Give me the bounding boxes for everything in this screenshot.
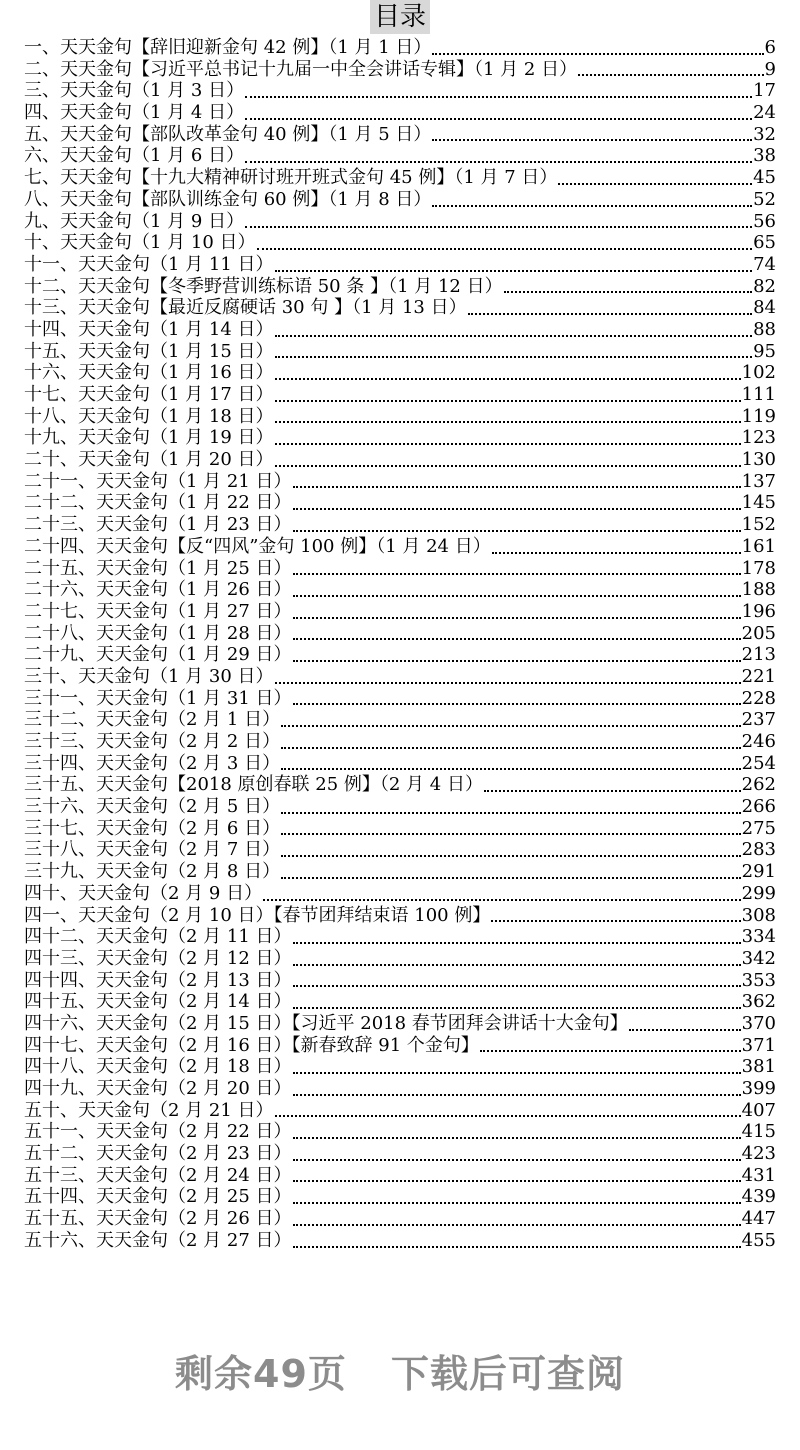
toc-page-number: 246 [741, 731, 776, 752]
toc-entry-title: 三、天天金句（1 月 3 日） [24, 80, 245, 102]
toc-entry[interactable] [24, 492, 776, 514]
toc-entry[interactable] [24, 102, 776, 124]
toc-entry-title: 二十二、天天金句（1 月 22 日） [24, 492, 292, 514]
toc-page-number: 254 [741, 752, 776, 774]
toc-entry[interactable] [24, 471, 776, 493]
toc-dot-leader [504, 291, 753, 293]
toc-entry-title: 五十一、天天金句（2 月 22 日） [24, 1121, 292, 1143]
toc-entry-title: 十五、天天金句（1 月 15 日） [24, 340, 274, 362]
toc-entry[interactable] [24, 709, 776, 731]
toc-entry-title: 十八、天天金句（1 月 18 日） [24, 405, 274, 427]
toc-dot-leader [293, 1094, 741, 1096]
toc-entry-title: 三十一、天天金句（1 月 31 日） [24, 687, 292, 709]
toc-dot-leader [468, 313, 753, 315]
toc-page-number: 56 [753, 210, 776, 232]
toc-entry[interactable] [24, 796, 776, 818]
toc-page-number: 137 [741, 470, 776, 492]
footer-notice [0, 1350, 800, 1398]
toc-dot-leader [275, 421, 741, 423]
toc-entry[interactable] [24, 688, 776, 710]
toc-entry-title: 四十六、天天金句（2 月 15 日）【习近平 2018 春节团拜会讲话十大金句】 [24, 1012, 628, 1034]
toc-entry[interactable] [24, 601, 776, 623]
toc-page-number: 6 [764, 37, 776, 58]
toc-page-number: 262 [741, 774, 776, 796]
toc-page-number: 308 [741, 904, 776, 926]
toc-entry[interactable] [24, 167, 776, 189]
toc-page-number: 88 [753, 318, 776, 340]
toc-entry[interactable] [24, 406, 776, 428]
toc-entry-title: 二十七、天天金句（1 月 27 日） [24, 600, 292, 622]
toc-entry-title: 五十二、天天金句（2 月 23 日） [24, 1143, 292, 1165]
toc-entry-title: 十一、天天金句（1 月 11 日） [24, 253, 274, 275]
toc-entry[interactable] [24, 1078, 776, 1100]
toc-entry[interactable] [24, 926, 776, 948]
toc-page-number: 24 [753, 102, 776, 124]
toc-page-number: 342 [741, 947, 776, 969]
toc-entry-title: 四一、天天金句（2 月 10 日）【春节团拜结束语 100 例】 [24, 904, 491, 926]
toc-entry[interactable] [24, 1186, 776, 1208]
toc-dot-leader [281, 833, 741, 835]
toc-page-number: 84 [753, 297, 776, 319]
toc-entry-title: 三十四、天天金句（2 月 3 日） [24, 752, 281, 774]
toc-entry[interactable] [24, 37, 776, 59]
toc-page-number: 399 [741, 1078, 776, 1099]
toc-dot-leader [281, 877, 741, 879]
toc-entry[interactable] [24, 59, 776, 81]
toc-entry-title: 四十七、天天金句（2 月 16 日）【新春致辞 91 个金句】 [24, 1034, 479, 1056]
toc-entry-title: 二十一、天天金句（1 月 21 日） [24, 470, 292, 492]
toc-entry-title: 二十八、天天金句（1 月 28 日） [24, 622, 292, 644]
toc-page-number: 283 [741, 839, 776, 861]
toc-page-number: 439 [741, 1186, 776, 1208]
toc-entry[interactable] [24, 948, 776, 970]
toc-entry[interactable] [24, 80, 776, 102]
toc-entry[interactable] [24, 1143, 776, 1165]
toc-entry[interactable] [24, 1056, 776, 1078]
toc-entry[interactable] [24, 579, 776, 601]
toc-entry-title: 五、天天金句【部队改革金句 40 例】（1 月 5 日） [24, 123, 432, 145]
download-to-view-text: 下载后可查阅 [390, 1352, 625, 1396]
toc-entry[interactable] [24, 514, 776, 536]
toc-entry[interactable] [24, 362, 776, 384]
toc-entry-title: 三十、天天金句（1 月 30 日） [24, 665, 274, 687]
toc-page-number: 362 [741, 991, 776, 1013]
toc-entry[interactable] [24, 839, 776, 861]
toc-page-number: 455 [741, 1229, 776, 1251]
toc-entry[interactable] [24, 774, 776, 796]
toc-page-number: 213 [741, 644, 776, 666]
toc-dot-leader [484, 790, 741, 792]
toc-dot-leader [491, 920, 740, 922]
toc-entry[interactable] [24, 1013, 776, 1035]
toc-page-number: 228 [741, 687, 776, 709]
toc-entry-title: 三十五、天天金句【2018 原创春联 25 例】（2 月 4 日） [24, 774, 483, 796]
toc-entry-title: 一、天天金句【辞旧迎新金句 42 例】（1 月 1 日） [24, 37, 432, 58]
toc-page-number: 9 [764, 58, 776, 80]
toc-entry-title: 三十二、天天金句（2 月 1 日） [24, 709, 281, 731]
toc-page-number: 74 [753, 253, 776, 275]
toc-entry[interactable] [24, 666, 776, 688]
toc-dot-leader [281, 747, 741, 749]
toc-entry[interactable] [24, 145, 776, 167]
toc-dot-leader [245, 118, 752, 120]
toc-dot-leader [275, 443, 741, 445]
toc-page-number: 161 [741, 535, 776, 557]
toc-dot-leader [293, 638, 741, 640]
toc-entry-title: 十二、天天金句【冬季野营训练标语 50 条 】（1 月 12 日） [24, 275, 503, 297]
page-title: 目录 [370, 0, 430, 34]
toc-page-number: 415 [741, 1121, 776, 1143]
toc-entry[interactable] [24, 644, 776, 666]
toc-page-number: 221 [741, 665, 776, 687]
toc-entry[interactable] [24, 1121, 776, 1143]
toc-entry-title: 三十六、天天金句（2 月 5 日） [24, 796, 281, 818]
toc-entry[interactable] [24, 991, 776, 1013]
toc-page-number: 334 [741, 926, 776, 948]
toc-entry[interactable] [24, 211, 776, 233]
toc-dot-leader [293, 660, 741, 662]
toc-entry-title: 三十七、天天金句（2 月 6 日） [24, 817, 281, 839]
toc-dot-leader [293, 1180, 741, 1182]
toc-dot-leader [293, 508, 741, 510]
toc-entry-title: 三十九、天天金句（2 月 8 日） [24, 861, 281, 883]
toc-entry[interactable] [24, 558, 776, 580]
toc-dot-leader [293, 530, 741, 532]
toc-entry[interactable] [24, 753, 776, 775]
toc-entry[interactable] [24, 276, 776, 298]
toc-page-number: 447 [741, 1208, 776, 1230]
toc-entry[interactable] [24, 1035, 776, 1057]
toc-dot-leader [293, 486, 741, 488]
toc-page-number: 188 [741, 579, 776, 601]
toc-dot-leader [293, 1137, 741, 1139]
toc-entry-title: 四、天天金句（1 月 4 日） [24, 102, 245, 124]
toc-entry[interactable] [24, 861, 776, 883]
table-of-contents [24, 37, 776, 1252]
toc-entry[interactable] [24, 731, 776, 753]
toc-page-number: 266 [741, 796, 776, 818]
toc-entry-title: 二十五、天天金句（1 月 25 日） [24, 557, 292, 579]
toc-dot-leader [432, 139, 752, 141]
toc-dot-leader [293, 964, 741, 966]
toc-page-number: 178 [741, 557, 776, 579]
toc-entry-title: 二十、天天金句（1 月 20 日） [24, 449, 274, 471]
toc-entry-title: 十七、天天金句（1 月 17 日） [24, 384, 274, 405]
toc-page-number: 111 [741, 384, 776, 405]
toc-dot-leader [245, 161, 752, 163]
toc-entry-title: 四十、天天金句（2 月 9 日） [24, 882, 263, 904]
toc-entry[interactable] [24, 124, 776, 146]
toc-dot-leader [275, 682, 741, 684]
toc-dot-leader [281, 725, 741, 727]
toc-entry-title: 四十三、天天金句（2 月 12 日） [24, 947, 292, 969]
toc-dot-leader [245, 226, 752, 228]
toc-entry-title: 五十五、天天金句（2 月 26 日） [24, 1208, 292, 1230]
toc-dot-leader [275, 270, 753, 272]
toc-dot-leader [293, 1224, 741, 1226]
toc-entry-title: 十四、天天金句（1 月 14 日） [24, 318, 274, 340]
toc-page-number: 370 [741, 1012, 776, 1034]
toc-entry[interactable] [24, 1208, 776, 1230]
toc-entry-title: 九、天天金句（1 月 9 日） [24, 210, 245, 232]
toc-page-number: 275 [741, 817, 776, 839]
remaining-pages-text: 剩余49页 [175, 1352, 347, 1396]
toc-entry[interactable] [24, 427, 776, 449]
toc-entry-title: 三十三、天天金句（2 月 2 日） [24, 731, 281, 752]
toc-entry-title: 二十三、天天金句（1 月 23 日） [24, 514, 292, 536]
toc-page-number: 119 [741, 405, 776, 427]
toc-dot-leader [293, 1202, 741, 1204]
toc-page-number: 82 [753, 275, 776, 297]
toc-dot-leader [281, 812, 741, 814]
toc-dot-leader [578, 74, 763, 76]
toc-entry-title: 三十八、天天金句（2 月 7 日） [24, 839, 281, 861]
toc-entry[interactable] [24, 970, 776, 992]
toc-entry[interactable] [24, 297, 776, 319]
toc-entry[interactable] [24, 384, 776, 406]
toc-dot-leader [293, 942, 741, 944]
toc-dot-leader [275, 1115, 741, 1117]
toc-page-number: 299 [741, 882, 776, 904]
toc-dot-leader [293, 985, 741, 987]
toc-page-number: 196 [741, 600, 776, 622]
toc-entry[interactable] [24, 319, 776, 341]
toc-entry[interactable] [24, 623, 776, 645]
toc-page-number: 38 [753, 145, 776, 167]
title-container [0, 0, 800, 34]
toc-page-number: 145 [741, 492, 776, 514]
toc-page-number: 152 [741, 514, 776, 536]
toc-dot-leader [275, 378, 741, 380]
toc-entry[interactable] [24, 883, 776, 905]
toc-dot-leader [432, 205, 752, 207]
toc-dot-leader [293, 1007, 741, 1009]
toc-page-number: 237 [741, 709, 776, 731]
toc-entry-title: 二十九、天天金句（1 月 29 日） [24, 644, 292, 666]
toc-entry[interactable] [24, 254, 776, 276]
toc-entry[interactable] [24, 1165, 776, 1187]
toc-entry[interactable] [24, 536, 776, 558]
toc-dot-leader [245, 96, 752, 98]
toc-entry-title: 八、天天金句【部队训练金句 60 例】（1 月 8 日） [24, 188, 432, 210]
toc-dot-leader [281, 855, 741, 857]
toc-dot-leader [263, 899, 741, 901]
toc-entry-title: 五十三、天天金句（2 月 24 日） [24, 1164, 292, 1186]
toc-entry-title: 六、天天金句（1 月 6 日） [24, 145, 245, 167]
toc-page-number: 17 [753, 80, 776, 102]
toc-entry-title: 四十五、天天金句（2 月 14 日） [24, 991, 292, 1013]
toc-dot-leader [558, 183, 752, 185]
toc-entry-title: 五十四、天天金句（2 月 25 日） [24, 1186, 292, 1208]
toc-entry[interactable] [24, 189, 776, 211]
toc-dot-leader [293, 1159, 741, 1161]
toc-page-number: 65 [753, 232, 776, 254]
toc-entry-title: 十六、天天金句（1 月 16 日） [24, 362, 274, 384]
toc-page-number: 52 [753, 188, 776, 210]
toc-entry[interactable] [24, 1100, 776, 1122]
toc-page-number: 102 [741, 362, 776, 384]
toc-page-number: 371 [741, 1034, 776, 1056]
toc-entry-title: 十、天天金句（1 月 10 日） [24, 232, 256, 254]
toc-dot-leader [293, 1246, 741, 1248]
toc-dot-leader [275, 356, 753, 358]
toc-entry-title: 十三、天天金句【最近反腐硬话 30 句 】（1 月 13 日） [24, 297, 467, 319]
toc-page-number: 423 [741, 1143, 776, 1165]
toc-entry-title: 四十四、天天金句（2 月 13 日） [24, 969, 292, 991]
toc-entry-title: 二、天天金句【习近平总书记十九届一中全会讲话专辑】（1 月 2 日） [24, 58, 578, 80]
toc-dot-leader [275, 335, 753, 337]
toc-dot-leader [432, 53, 763, 55]
toc-entry-title: 四十九、天天金句（2 月 20 日） [24, 1078, 292, 1099]
toc-dot-leader [275, 400, 741, 402]
toc-page-number: 431 [741, 1164, 776, 1186]
toc-dot-leader [492, 552, 741, 554]
toc-entry[interactable] [24, 341, 776, 363]
toc-entry-title: 七、天天金句【十九大精神研讨班开班式金句 45 例】（1 月 7 日） [24, 167, 558, 189]
toc-dot-leader [629, 1029, 741, 1031]
toc-dot-leader [281, 768, 741, 770]
toc-page-number: 45 [753, 167, 776, 189]
toc-entry[interactable] [24, 449, 776, 471]
toc-dot-leader [293, 595, 741, 597]
toc-dot-leader [480, 1050, 741, 1052]
toc-dot-leader [275, 465, 741, 467]
toc-page-number: 353 [741, 969, 776, 991]
toc-entry-title: 五十六、天天金句（2 月 27 日） [24, 1229, 292, 1251]
toc-entry[interactable] [24, 905, 776, 927]
toc-entry-title: 四十八、天天金句（2 月 18 日） [24, 1056, 292, 1078]
toc-entry-title: 四十二、天天金句（2 月 11 日） [24, 926, 292, 948]
toc-dot-leader [257, 248, 753, 250]
toc-dot-leader [293, 1072, 741, 1074]
toc-entry-title: 二十四、天天金句【反“四风”金句 100 例】（1 月 24 日） [24, 535, 491, 557]
toc-entry[interactable] [24, 1230, 776, 1252]
toc-page-number: 291 [741, 861, 776, 883]
toc-entry-title: 十九、天天金句（1 月 19 日） [24, 427, 274, 449]
toc-entry[interactable] [24, 818, 776, 840]
toc-page-number: 205 [741, 622, 776, 644]
toc-page-number: 95 [753, 340, 776, 362]
toc-entry-title: 五十、天天金句（2 月 21 日） [24, 1099, 274, 1121]
toc-page-number: 130 [741, 449, 776, 471]
toc-entry[interactable] [24, 232, 776, 254]
toc-page-number: 32 [753, 123, 776, 145]
toc-dot-leader [293, 617, 741, 619]
toc-dot-leader [293, 703, 741, 705]
toc-dot-leader [293, 573, 741, 575]
toc-page-number: 407 [741, 1099, 776, 1121]
toc-page-number: 381 [741, 1056, 776, 1078]
toc-entry-title: 二十六、天天金句（1 月 26 日） [24, 579, 292, 601]
toc-page-number: 123 [741, 427, 776, 449]
